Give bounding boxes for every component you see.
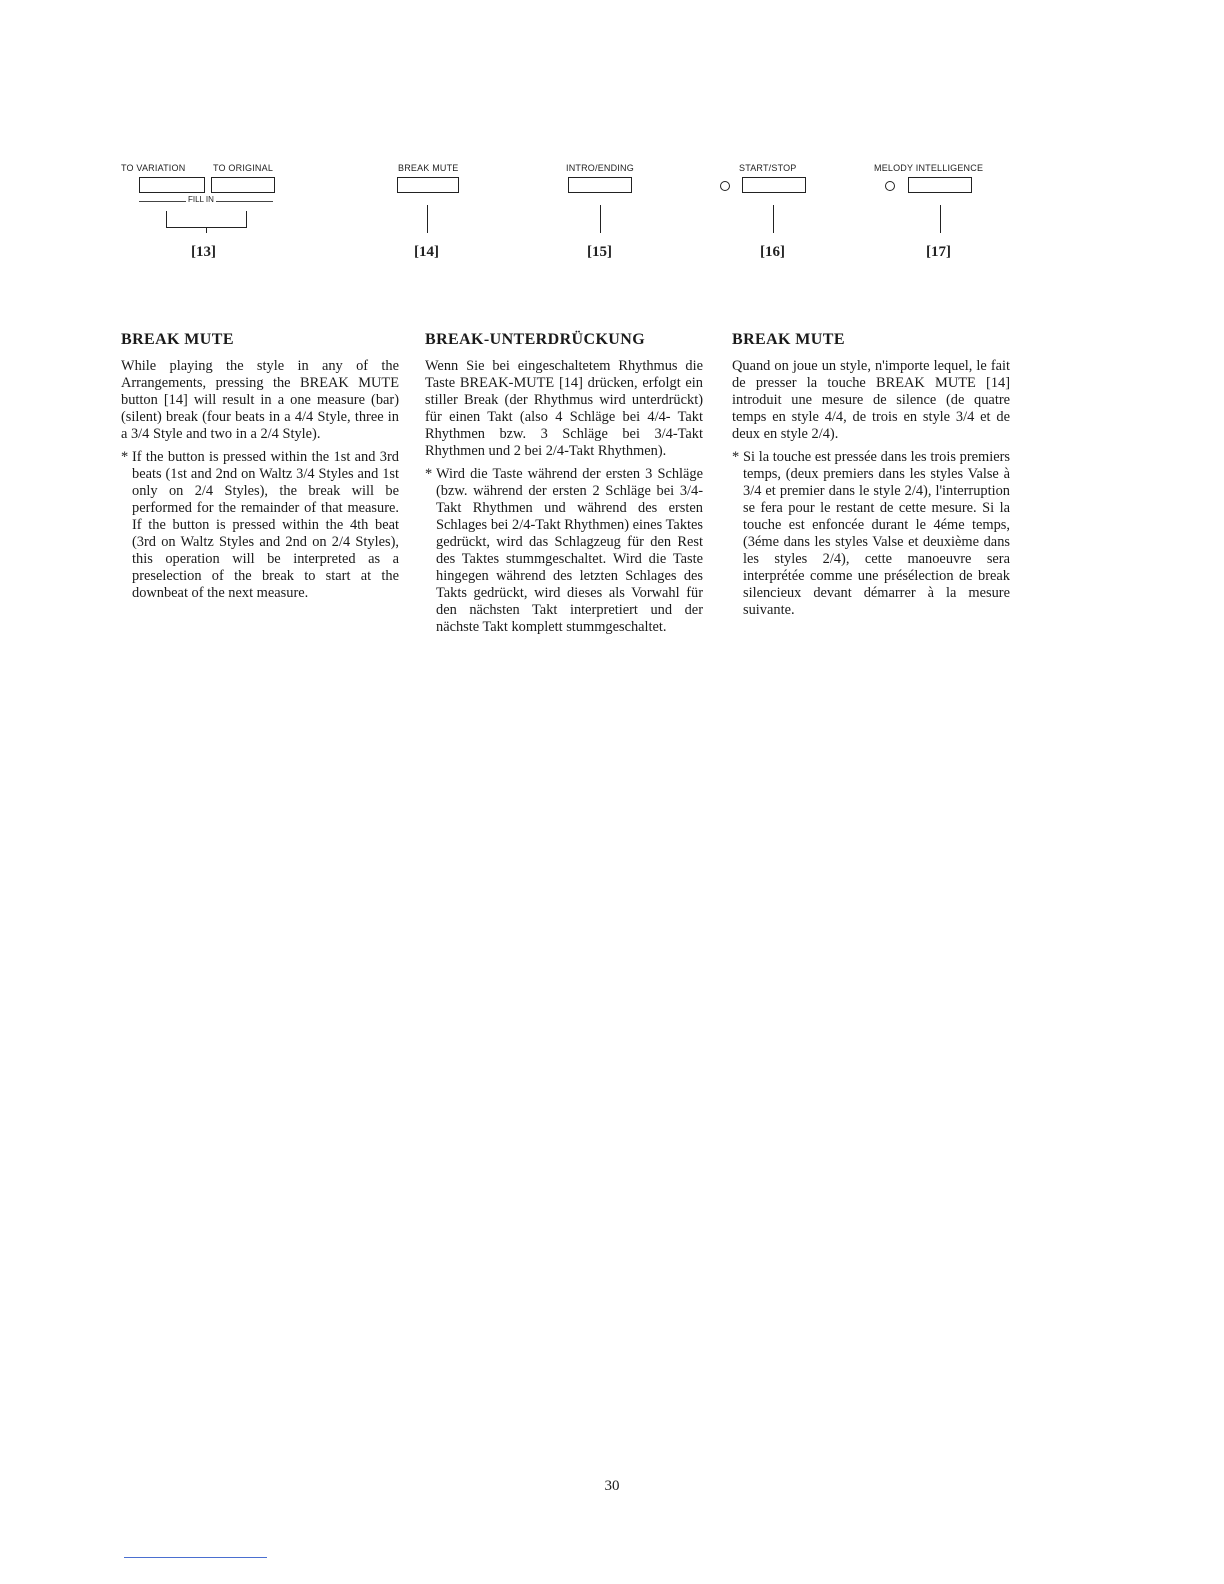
fill-in-stem — [206, 227, 207, 233]
german-body: Wenn Sie bei eingeschaltetem Rhythmus die Taste BREAK-MUTE [14] drücken, erfolgt ein stiller Break (der Rhythmus wird unterdrückt) für einen Takt (also 4 Schläge bei 4/4- Takt Rhythmen bzw. 3 Schläge bei 3/4-Takt Rhythmen und 2 bei 2/4-Takt Rhythmen). — [425, 358, 703, 459]
note-marker: * — [732, 449, 740, 465]
to-variation-button[interactable] — [139, 177, 205, 193]
break-mute-label: BREAK MUTE — [398, 163, 459, 173]
french-column — [732, 331, 1010, 619]
to-original-label: TO ORIGINAL — [213, 163, 274, 173]
footer-rule — [124, 1557, 267, 1558]
fill-in-left-leg — [166, 211, 167, 227]
break-mute-leader — [427, 205, 428, 233]
ref-13: [13] — [191, 244, 216, 260]
english-heading: BREAK MUTE — [121, 331, 234, 348]
english-note — [121, 449, 399, 602]
start-stop-button[interactable] — [742, 177, 806, 193]
french-heading: BREAK MUTE — [732, 331, 845, 348]
english-column — [121, 331, 399, 602]
ref-17: [17] — [926, 244, 951, 260]
english-body: While playing the style in any of the Arrangements, pressing the BREAK MUTE button [14] will result in a one measure (bar) (silent) break (four beats in a 4/4 Style, three in a 3/4 Style and two in a 2/4 Style). — [121, 358, 399, 442]
start-stop-leader — [773, 205, 774, 233]
fill-in-right-leg — [246, 211, 247, 227]
break-mute-button[interactable] — [397, 177, 459, 193]
french-note — [732, 449, 1010, 619]
german-note — [425, 466, 703, 636]
melody-intelligence-button[interactable] — [908, 177, 972, 193]
german-column — [425, 331, 703, 636]
intro-ending-label: INTRO/ENDING — [566, 163, 634, 173]
start-stop-led — [720, 181, 730, 191]
start-stop-label: START/STOP — [739, 163, 797, 173]
ref-15: [15] — [587, 244, 612, 260]
to-variation-label: TO VARIATION — [121, 163, 186, 173]
melody-intelligence-label: MELODY INTELLIGENCE — [874, 163, 984, 173]
note-marker: * — [425, 466, 433, 482]
english-note-text: If the button is pressed within the 1st and 3rd beats (1st and 2nd on Waltz 3/4 Styles and 1st only on 2/4 Styles), the break will be performed for the remainder of that measure. If the button is pressed within the 4th beat (3rd on Waltz Styles and 2nd on 2/4 Styles), this operation will be interpreted as a preselection of the break to start at the downbeat of the next measure. — [132, 449, 399, 601]
german-note-text: Wird die Taste während der ersten 3 Schläge (bzw. während der ersten 2 Schläge bei 3/4-Takt Rhythmen und während des ersten Schlages bei 2/4-Takt Rhythmen) eines Taktes gedrückt, wird das Schlagzeug für den Rest des Taktes stummgeschaltet. Wird die Taste hingegen während des letzten Schlages des Takts gedrückt, wird dieses als Vorwahl für den nächsten Takt interpretiert und der nächste Takt komplett stummgeschaltet. — [436, 466, 703, 635]
ref-14: [14] — [414, 244, 439, 260]
french-note-text: Si la touche est pressée dans les trois premiers temps, (deux premiers dans les styles Valse à 3/4 et premier dans le style 2/4), l'interruption se fera pour le restant de cette mesure. Si la touche est enfoncée durant le 4éme temps, (3éme dans les styles Valse et deuxième dans les styles 2/4), cette manoeuvre sera interprétée comme une présélection de break silencieux devant démarrer à la mesure suivante. — [743, 449, 1010, 618]
ref-16: [16] — [760, 244, 785, 260]
melody-intelligence-leader — [940, 205, 941, 233]
german-heading: BREAK-UNTERDRÜCKUNG — [425, 331, 646, 348]
melody-intelligence-led — [885, 181, 895, 191]
fill-in-label: FILL IN — [188, 195, 214, 204]
page-number: 30 — [604, 1478, 620, 1494]
intro-ending-button[interactable] — [568, 177, 632, 193]
intro-ending-leader — [600, 205, 601, 233]
note-marker: * — [121, 449, 129, 465]
to-original-button[interactable] — [211, 177, 275, 193]
french-body: Quand on joue un style, n'importe lequel, le fait de presser la touche BREAK MUTE [14] introduit une mesure de silence (de quatre temps en style 4/4, de trois en style 3/4 et de deux en style 2/4). — [732, 358, 1010, 442]
